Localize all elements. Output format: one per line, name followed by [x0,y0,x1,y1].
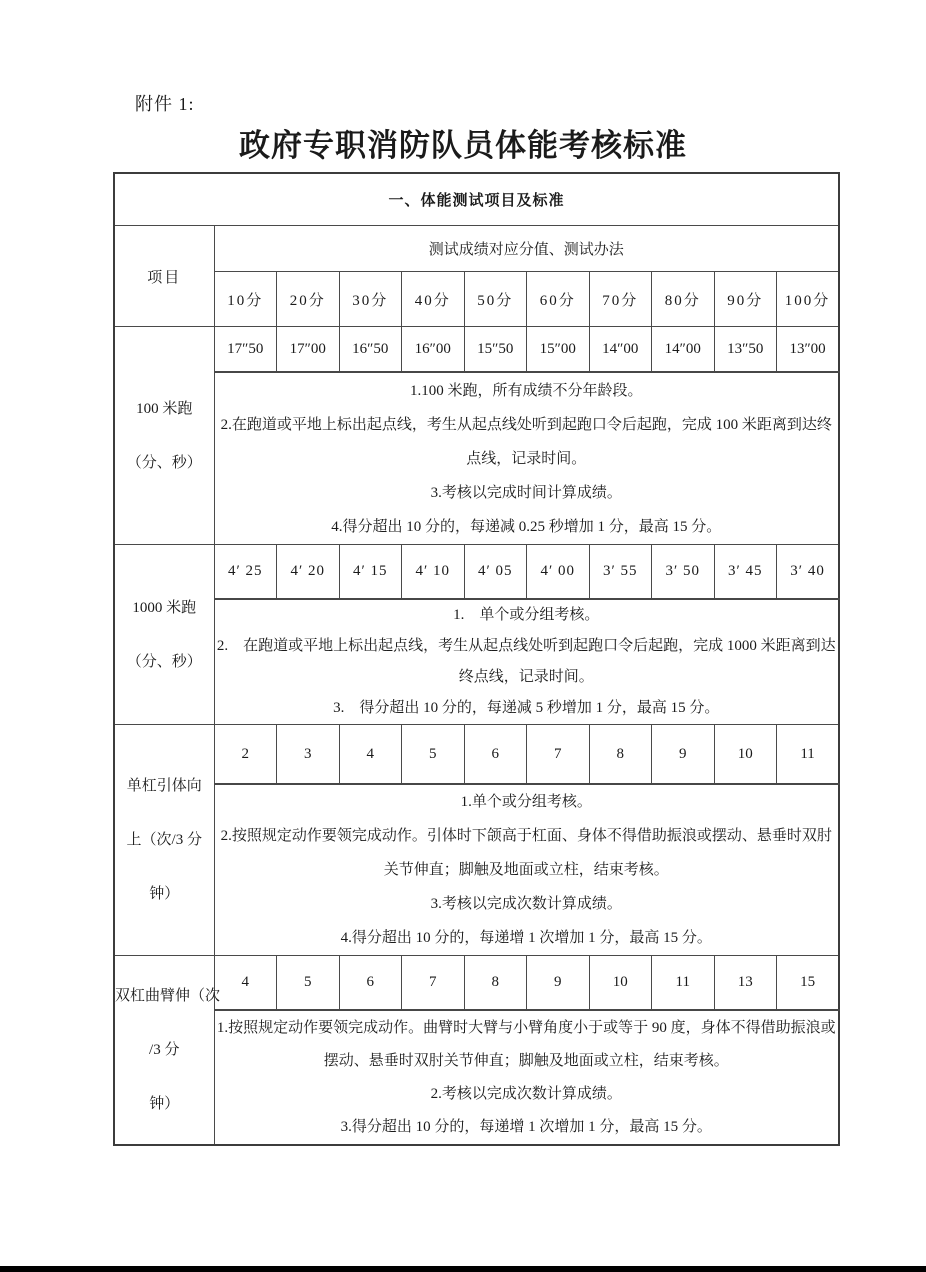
value-cell: 11 [777,725,840,785]
item-name-line: 1000 米跑 [132,599,197,616]
row-dip-description [114,1010,839,1145]
item-name-line: （分、秒） [126,454,202,471]
description-cell-pullup [214,784,839,956]
value-cell: 3′ 40 [777,545,840,600]
description-line: 3.考核以完成时间计算成绩。 [430,484,622,501]
description-line: 1.按照规定动作要领完成动作。曲臂时大臂与小臂角度小于或等于 90 度，身体不得借助振浪或摆动、悬垂时双肘关节伸直；脚触及地面或立柱，结束考核。 [216,1019,836,1069]
score-label-cell: 40分 [402,272,465,327]
attachment-label: 附件 1: [135,94,195,114]
value-cell: 14″00 [652,327,715,373]
item-name-line: 钟） [149,886,180,902]
item-name-line: 100 米跑 [136,400,193,417]
value-cell: 5 [402,725,465,785]
value-cell: 15″50 [464,327,527,373]
item-name-cell-dip [114,956,221,1146]
value-cell: 16″00 [402,327,465,373]
description-cell-100m [214,372,839,545]
value-cell: 15 [777,956,840,1011]
row-1000m-description [114,599,839,725]
score-label-cell: 70分 [589,272,652,327]
row-1000m-values [114,545,839,600]
value-cell: 8 [464,956,527,1011]
scan-bottom-edge-bar [0,1266,926,1272]
value-cell: 17″00 [277,327,340,373]
value-cell: 10 [589,956,652,1011]
description-cell-dip [214,1010,839,1145]
description-line: 3.考核以完成次数计算成绩。 [430,896,622,912]
item-name-cell-100m [114,327,214,545]
item-name-line: 单杠引体向 [126,778,202,794]
table-header-row-2 [114,272,839,327]
section-header-cell: 一、体能测试项目及标准 [114,173,839,226]
value-cell: 4 [214,956,277,1011]
item-name-line: /3 分 [149,1042,180,1058]
value-cell: 15″00 [527,327,590,373]
description-line: 3. 得分超出 10 分的，每递减 5 秒增加 1 分，最高 15 分。 [333,700,720,716]
row-100m-description [114,372,839,545]
value-cell: 17″50 [214,327,277,373]
value-cell: 6 [464,725,527,785]
value-cell: 9 [527,956,590,1011]
value-cell: 8 [589,725,652,785]
value-cell: 10 [714,725,777,785]
value-cell: 4′ 00 [527,545,590,600]
score-label-cell: 90分 [714,272,777,327]
value-cell: 5 [277,956,340,1011]
description-line: 2. 在跑道或平地上标出起点线，考生从起点线处听到起跑口令后起跑，完成 1000 米距离到达终点线，记录时间。 [216,638,836,685]
row-pullup-values [114,725,839,785]
value-cell: 13 [714,956,777,1011]
value-cell: 4′ 15 [339,545,402,600]
value-cell: 3′ 55 [589,545,652,600]
standards-table [113,172,840,1146]
item-name-line: 上（次/3 分 [126,832,202,848]
value-cell: 13″50 [714,327,777,373]
score-label-cell: 100分 [777,272,840,327]
item-name-line: （分、秒） [126,653,202,670]
score-label-cell: 80分 [652,272,715,327]
description-line: 4.得分超出 10 分的，每递增 1 次增加 1 分，最高 15 分。 [340,930,712,946]
row-dip-values [114,956,839,1011]
description-cell-1000m [214,599,839,725]
description-line: 1.100 米跑，所有成绩不分年龄段。 [410,382,643,399]
value-cell: 11 [652,956,715,1011]
item-column-header: 项目 [114,226,214,327]
score-label-cell: 20分 [277,272,340,327]
value-cell: 6 [339,956,402,1011]
value-cell: 3′ 50 [652,545,715,600]
item-name-cell-1000m [114,545,214,725]
description-line: 2.按照规定动作要领完成动作。引体时下颌高于杠面、身体不得借助振浪或摆动、悬垂时双肘关节伸直；脚触及地面或立柱，结束考核。 [220,828,832,878]
score-label-cell: 60分 [527,272,590,327]
description-line: 1. 单个或分组考核。 [453,607,600,623]
value-cell: 7 [402,956,465,1011]
value-cell: 14″00 [589,327,652,373]
row-pullup-description [114,784,839,956]
value-cell: 16″50 [339,327,402,373]
item-name-line: 双杠曲臂伸（次 [115,988,221,1004]
description-line: 2.在跑道或平地上标出起点线，考生从起点线处听到起跑口令后起跑，完成 100 米距离到达终点线，记录时间。 [220,416,832,467]
value-cell: 7 [527,725,590,785]
description-line: 1.单个或分组考核。 [460,794,592,810]
value-cell: 3 [277,725,340,785]
value-cell: 4 [339,725,402,785]
score-label-cell: 50分 [464,272,527,327]
row-100m-values [114,327,839,373]
item-name-cell-pullup [114,725,214,956]
table-header-row-1 [114,226,839,272]
value-cell: 4′ 10 [402,545,465,600]
description-line: 2.考核以完成次数计算成绩。 [430,1085,622,1102]
score-label-cell: 30分 [339,272,402,327]
value-cell: 4′ 20 [277,545,340,600]
score-label-cell: 10分 [214,272,277,327]
value-cell: 9 [652,725,715,785]
item-name-line: 钟） [149,1096,180,1112]
description-line: 4.得分超出 10 分的，每递减 0.25 秒增加 1 分，最高 15 分。 [331,518,722,535]
value-cell: 3′ 45 [714,545,777,600]
page-title: 政府专职消防队员体能考核标准 [239,128,687,163]
value-cell: 4′ 05 [464,545,527,600]
description-line: 3.得分超出 10 分的，每递增 1 次增加 1 分，最高 15 分。 [340,1118,712,1135]
score-method-header: 测试成绩对应分值、测试办法 [214,226,839,272]
value-cell: 2 [214,725,277,785]
value-cell: 13″00 [777,327,840,373]
value-cell: 4′ 25 [214,545,277,600]
table-section-header-row [114,173,839,226]
